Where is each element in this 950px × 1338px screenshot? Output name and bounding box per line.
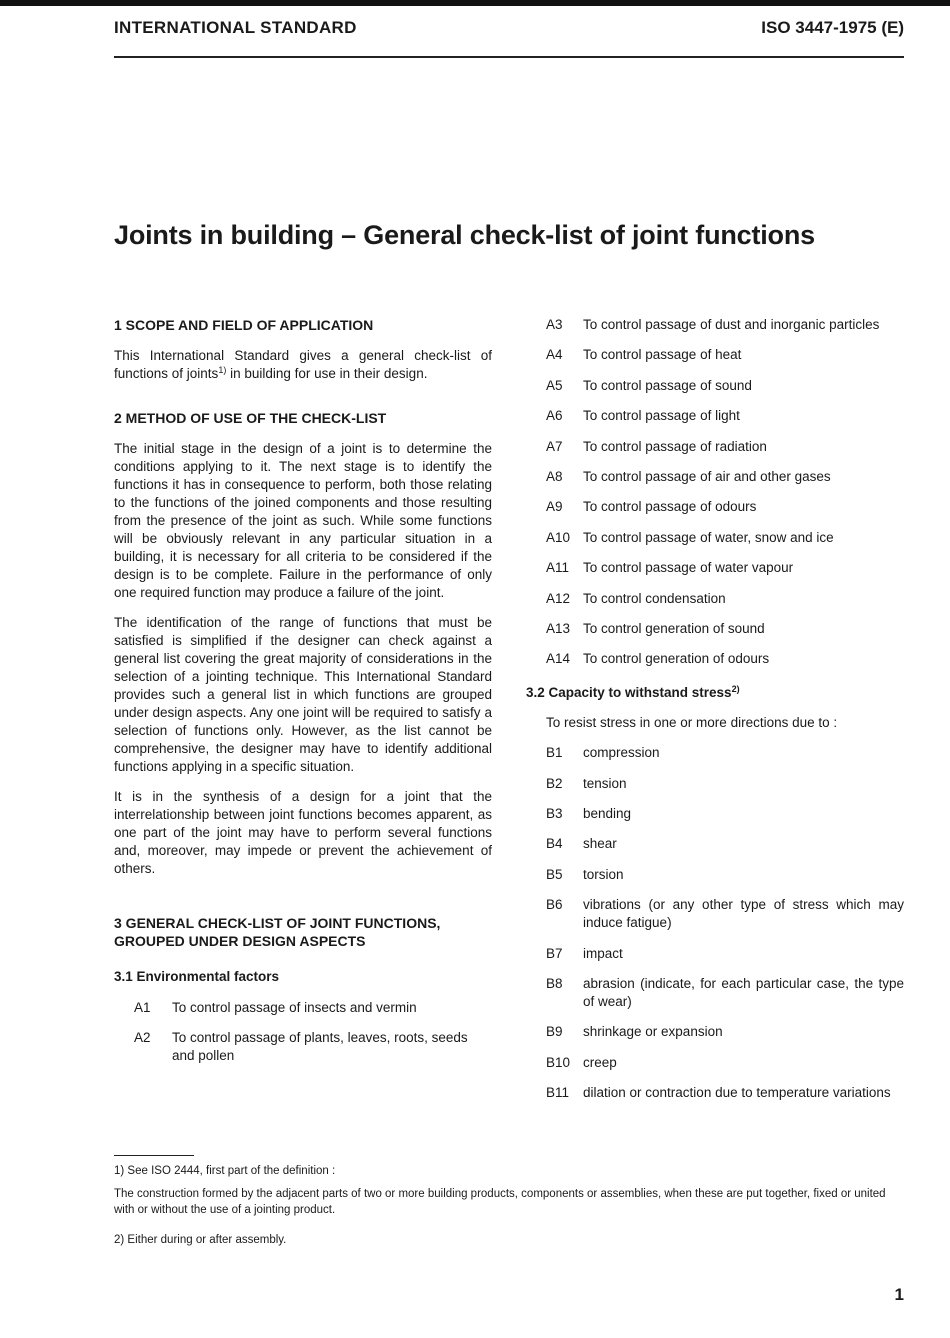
item-code: A11 bbox=[546, 560, 570, 576]
list-item bbox=[526, 1084, 904, 1102]
list-item bbox=[526, 316, 904, 334]
item-text: vibrations (or any other type of stress which may induce fatigue) bbox=[583, 897, 904, 931]
footnote-1-title: 1) See ISO 2444, first part of the definition : bbox=[114, 1165, 336, 1177]
item-text: To control passage of radiation bbox=[583, 438, 767, 454]
item-text: To control condensation bbox=[583, 590, 726, 606]
footnote-ref-2: 2) bbox=[731, 684, 740, 695]
item-text: impact bbox=[583, 945, 623, 961]
item-code: A2 bbox=[134, 1030, 151, 1045]
list-item bbox=[526, 498, 904, 516]
list-item bbox=[526, 975, 904, 1011]
list-item bbox=[526, 835, 904, 853]
item-code: A10 bbox=[546, 529, 571, 545]
section-1-paragraph bbox=[114, 347, 492, 383]
list-item bbox=[526, 775, 904, 793]
item-text: dilation or contraction due to temperature variations bbox=[583, 1085, 891, 1101]
item-text: To control generation of sound bbox=[583, 620, 765, 636]
section-2-paragraph-3: It is in the synthesis of a design for a joint that the interrelationship between joint functions becomes apparent, as one part of the joint may have to perform several functions and, moreover, may impede or prevent the achievement of others. bbox=[114, 789, 492, 876]
item-code: B10 bbox=[546, 1054, 571, 1070]
item-code: A3 bbox=[546, 317, 563, 332]
section-1-text-start: This International Standard gives a general check-list of functions of joints bbox=[114, 348, 492, 381]
item-code: A9 bbox=[546, 499, 563, 515]
section-1-text-end: in building for use in their design. bbox=[226, 366, 428, 381]
list-item bbox=[526, 896, 904, 932]
item-text: To control passage of dust and inorganic particles bbox=[583, 317, 880, 332]
item-code: B8 bbox=[546, 976, 563, 992]
footnote-rule bbox=[114, 1155, 194, 1156]
item-text: To control passage of sound bbox=[583, 377, 752, 393]
item-code: B2 bbox=[546, 775, 563, 791]
item-code: A6 bbox=[546, 408, 563, 424]
item-text: abrasion (indicate, for each particular case, the type of wear) bbox=[583, 976, 904, 1010]
item-code: A8 bbox=[546, 468, 563, 484]
item-code: B7 bbox=[546, 945, 563, 961]
item-text: creep bbox=[583, 1054, 617, 1070]
item-code: A5 bbox=[546, 377, 563, 393]
item-code: B9 bbox=[546, 1024, 563, 1040]
section-2-heading: 2 METHOD OF USE OF THE CHECK-LIST bbox=[114, 410, 387, 426]
subsection-3-2-label: 3.2 Capacity to withstand stress bbox=[526, 685, 732, 701]
list-item bbox=[134, 1029, 492, 1065]
item-text: To control passage of heat bbox=[583, 347, 742, 363]
list-item bbox=[526, 650, 904, 668]
item-code: A4 bbox=[546, 347, 563, 363]
list-item bbox=[134, 999, 492, 1017]
item-code: B6 bbox=[546, 897, 563, 913]
item-code: B11 bbox=[546, 1085, 570, 1101]
list-item bbox=[526, 620, 904, 638]
item-text: To control passage of light bbox=[583, 408, 740, 424]
item-code: A1 bbox=[134, 1000, 151, 1015]
item-code: A12 bbox=[546, 590, 571, 606]
list-item bbox=[526, 590, 904, 608]
item-text: torsion bbox=[583, 866, 624, 882]
item-text: compression bbox=[583, 745, 660, 761]
list-item bbox=[526, 346, 904, 364]
list-item bbox=[526, 945, 904, 963]
item-code: A13 bbox=[546, 620, 571, 636]
item-text: shrinkage or expansion bbox=[583, 1024, 723, 1040]
header-standard-number: ISO 3447-1975 (E) bbox=[761, 18, 904, 37]
item-code: A14 bbox=[546, 651, 571, 667]
item-code: B1 bbox=[546, 745, 563, 761]
section-2-paragraph-2: The identification of the range of functions that must be satisfied is simplified if the designer can check against a general list covering the great majority of considerations in the selection of a jointing technique. This International Standard provides such a general list in which functions are grouped under design aspects. Any one joint will be required to satisfy a selection of functions only. However, as the list cannot be comprehensive, the designer may have to identify additional functions applying in a specific situation. bbox=[114, 615, 492, 774]
list-item bbox=[526, 866, 904, 884]
item-code: B4 bbox=[546, 836, 563, 852]
document-title: Joints in building – General check-list of joint functions bbox=[114, 220, 815, 250]
section-1-heading: 1 SCOPE AND FIELD OF APPLICATION bbox=[114, 317, 374, 333]
list-item bbox=[526, 407, 904, 425]
top-border-bar bbox=[0, 0, 950, 6]
item-text: shear bbox=[583, 836, 617, 852]
item-code: A7 bbox=[546, 438, 563, 454]
item-text: To control passage of plants, leaves, roots, seeds and pollen bbox=[172, 1030, 468, 1063]
list-item bbox=[526, 438, 904, 456]
subsection-3-1-heading: 3.1 Environmental factors bbox=[114, 969, 280, 984]
list-item bbox=[526, 805, 904, 823]
stress-intro: To resist stress in one or more directions due to : bbox=[546, 715, 838, 731]
footnote-2: 2) Either during or after assembly. bbox=[114, 1234, 287, 1246]
footnote-1-text: The construction formed by the adjacent parts of two or more building products, components or assemblies, when these are put together, fixed or united with or without the use of a jointing product. bbox=[114, 1188, 886, 1216]
item-text: tension bbox=[583, 775, 627, 791]
left-column bbox=[114, 316, 492, 1077]
item-text: bending bbox=[583, 806, 632, 822]
list-item bbox=[526, 1023, 904, 1041]
item-code: B3 bbox=[546, 806, 563, 822]
footnote-ref-1: 1) bbox=[218, 365, 227, 375]
list-item bbox=[526, 1054, 904, 1072]
list-item bbox=[526, 529, 904, 547]
item-code: B5 bbox=[546, 866, 563, 882]
item-text: To control generation of odours bbox=[583, 651, 770, 667]
section-3-heading: 3 GENERAL CHECK-LIST OF JOINT FUNCTIONS, GROUPED UNDER DESIGN ASPECTS bbox=[114, 915, 441, 949]
subsection-3-2-heading bbox=[526, 684, 904, 702]
item-text: To control passage of water vapour bbox=[583, 560, 794, 576]
page-number: 1 bbox=[894, 1285, 904, 1304]
list-item bbox=[526, 377, 904, 395]
list-item bbox=[526, 559, 904, 577]
header-standard-type: INTERNATIONAL STANDARD bbox=[114, 18, 357, 37]
item-text: To control passage of odours bbox=[583, 499, 757, 515]
list-item bbox=[526, 468, 904, 486]
list-item bbox=[526, 744, 904, 762]
item-text: To control passage of air and other gases bbox=[583, 468, 831, 484]
section-2-paragraph-1: The initial stage in the design of a joint is to determine the conditions applying to it. The next stage is to identify the functions it has in consequence to perform, both those relating to the functions of the joined components and those resulting from the presence of the joint as such. While some functions will be obviously relevant in any particular situation in a building, it is necessary for all criteria to be considered if the design is to be complete. Failure in the performance of only one required function may produce a failure of the joint. bbox=[114, 441, 492, 600]
right-column bbox=[526, 316, 904, 1115]
header-rule bbox=[114, 56, 904, 58]
item-text: To control passage of insects and vermin bbox=[172, 1000, 417, 1015]
item-text: To control passage of water, snow and ice bbox=[583, 529, 834, 545]
